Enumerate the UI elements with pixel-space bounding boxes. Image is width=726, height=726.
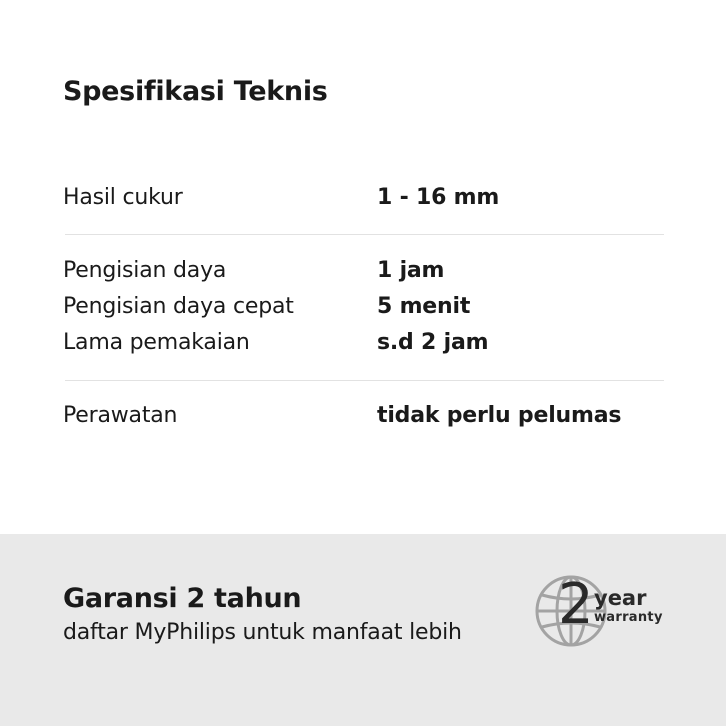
spec-label: Hasil cukur xyxy=(63,185,183,210)
spec-row xyxy=(63,253,663,289)
spec-label: Lama pemakaian xyxy=(63,330,250,355)
spec-value: 1 jam xyxy=(377,258,445,283)
spec-value: 1 - 16 mm xyxy=(377,185,500,210)
divider xyxy=(65,234,664,235)
badge-year-text: year xyxy=(594,586,647,610)
badge-number: 2 xyxy=(558,572,594,637)
spec-value: tidak perlu pelumas xyxy=(377,403,622,428)
spec-value: s.d 2 jam xyxy=(377,330,489,355)
warranty-badge xyxy=(533,571,673,651)
divider xyxy=(65,380,664,381)
spec-row xyxy=(63,325,663,361)
spec-row xyxy=(63,180,663,216)
warranty-subtitle: daftar MyPhilips untuk manfaat lebih xyxy=(63,620,462,645)
warranty-section xyxy=(0,534,726,726)
spec-label: Perawatan xyxy=(63,403,178,428)
spec-title: Spesifikasi Teknis xyxy=(63,76,328,107)
spec-label: Pengisian daya xyxy=(63,258,227,283)
spec-value: 5 menit xyxy=(377,294,471,319)
badge-warranty-text: warranty xyxy=(594,610,663,625)
spec-label: Pengisian daya cepat xyxy=(63,294,294,319)
spec-row xyxy=(63,289,663,325)
warranty-title: Garansi 2 tahun xyxy=(63,583,302,614)
spec-row xyxy=(63,398,663,434)
